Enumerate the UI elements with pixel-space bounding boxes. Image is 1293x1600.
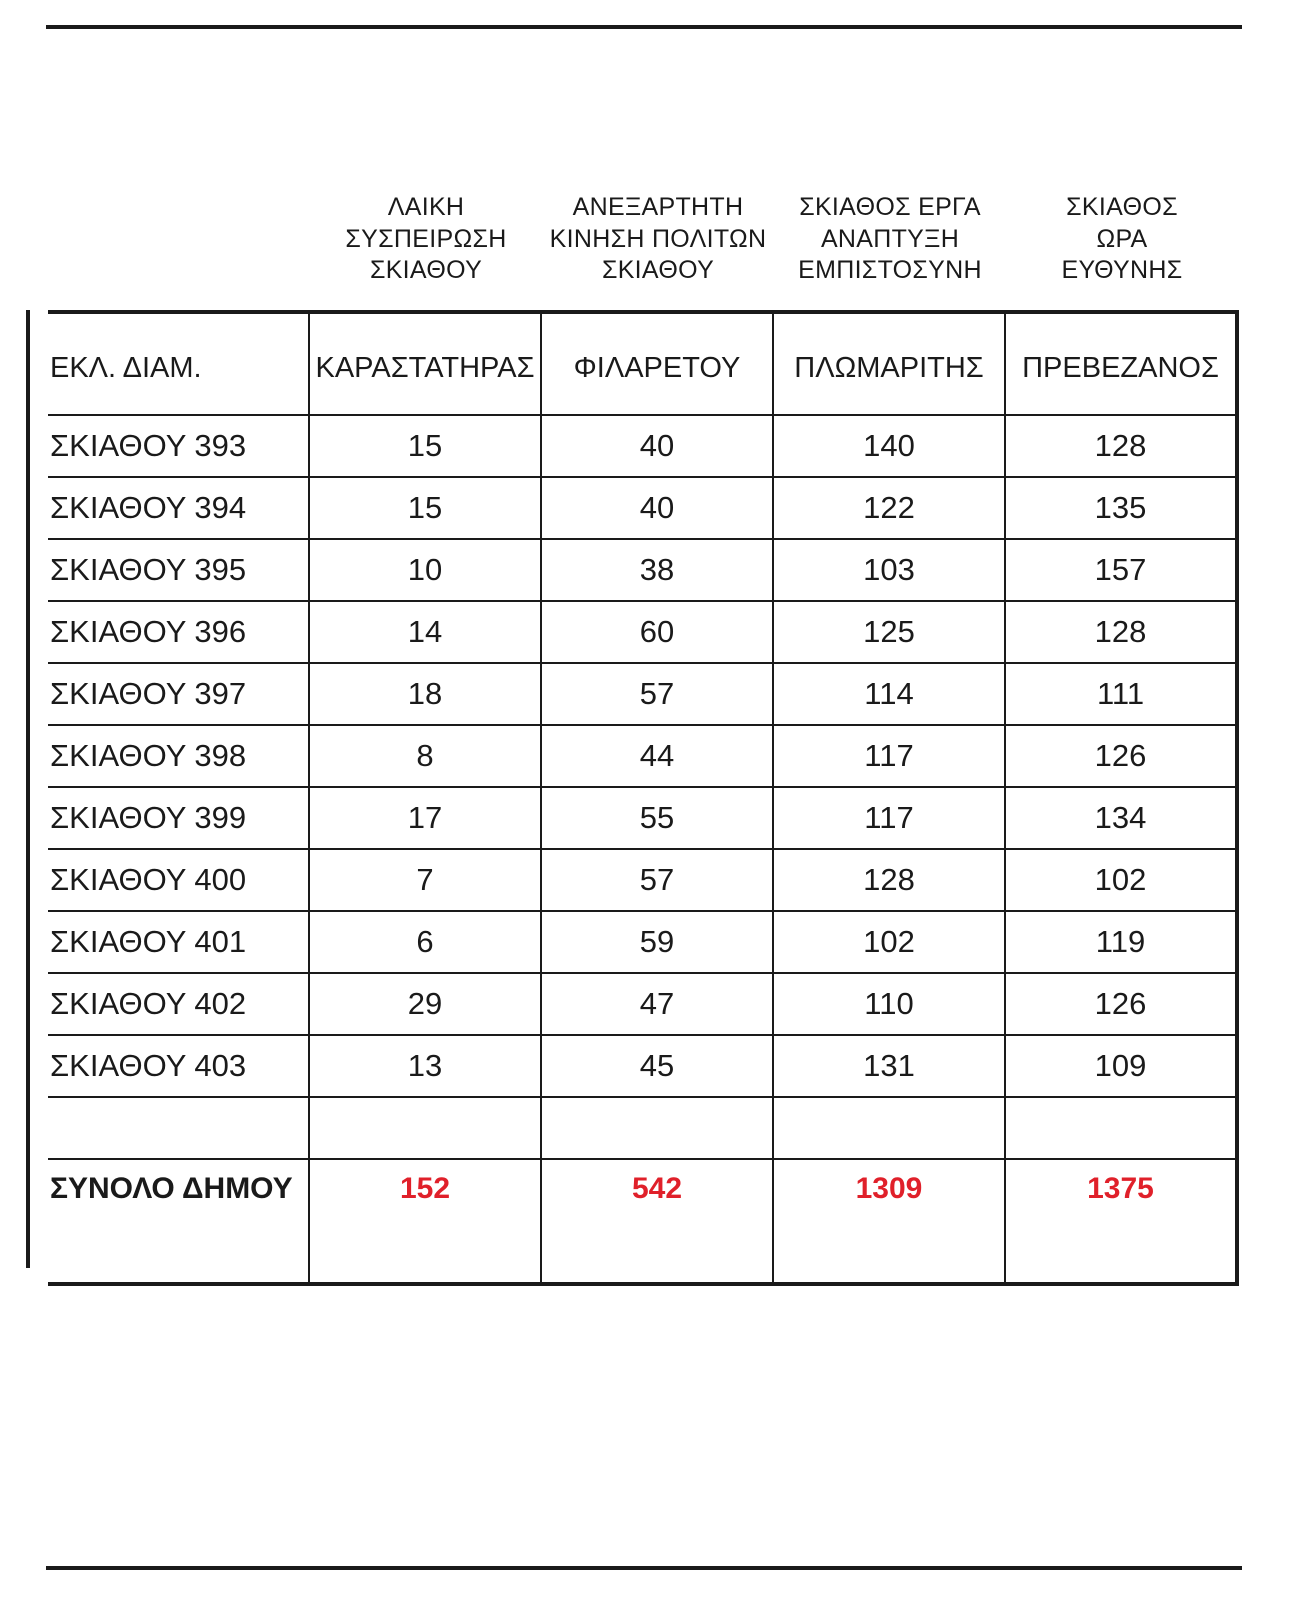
district-label: ΣΚΙΑΘΟΥ 397 <box>48 663 309 725</box>
vote-count: 128 <box>1005 601 1237 663</box>
table-left-bar <box>26 310 30 1268</box>
district-label: ΣΚΙΑΘΟΥ 402 <box>48 973 309 1035</box>
district-label: ΣΚΙΑΘΟΥ 400 <box>48 849 309 911</box>
vote-count: 6 <box>309 911 541 973</box>
column-header-candidate: ΠΡΕΒΕΖΑΝΟΣ <box>1005 312 1237 415</box>
bottom-rule <box>46 1566 1242 1570</box>
total-row <box>48 1159 1237 1284</box>
vote-count: 10 <box>309 539 541 601</box>
party-header-line: ΑΝΑΠΤΥΞΗ <box>820 224 960 253</box>
party-header-line: ΕΥΘΥΝΗΣ <box>1061 256 1183 284</box>
blank-cell <box>48 1097 309 1159</box>
vote-count: 134 <box>1005 787 1237 849</box>
vote-count: 135 <box>1005 477 1237 539</box>
column-header-candidate: ΠΛΩΜΑΡΙΤΗΣ <box>773 312 1005 415</box>
district-label: ΣΚΙΑΘΟΥ 395 <box>48 539 309 601</box>
top-rule <box>46 25 1242 29</box>
blank-cell <box>1005 1097 1237 1159</box>
vote-count: 122 <box>773 477 1005 539</box>
vote-count: 15 <box>309 415 541 477</box>
vote-count: 13 <box>309 1035 541 1097</box>
district-label: ΣΚΙΑΘΟΥ 399 <box>48 787 309 849</box>
column-header-candidate: ΚΑΡΑΣΤΑΤΗΡΑΣ <box>309 312 541 415</box>
party-header-line: ΣΚΙΑΘΟΥ <box>369 256 483 284</box>
vote-count: 40 <box>541 415 773 477</box>
vote-count: 119 <box>1005 911 1237 973</box>
district-label: ΣΚΙΑΘΟΥ 401 <box>48 911 309 973</box>
vote-count: 117 <box>773 725 1005 787</box>
vote-count: 117 <box>773 787 1005 849</box>
district-label: ΣΚΙΑΘΟΥ 394 <box>48 477 309 539</box>
column-header-district: ΕΚΛ. ΔΙΑΜ. <box>48 312 309 415</box>
party-header-line: ΚΙΝΗΣΗ ΠΟΛΙΤΩΝ <box>549 224 767 253</box>
vote-count: 128 <box>1005 415 1237 477</box>
district-label: ΣΚΙΑΘΟΥ 398 <box>48 725 309 787</box>
table-header-row <box>48 312 1237 415</box>
vote-count: 114 <box>773 663 1005 725</box>
district-label: ΣΚΙΑΘΟΥ 403 <box>48 1035 309 1097</box>
vote-count: 140 <box>773 415 1005 477</box>
vote-count: 14 <box>309 601 541 663</box>
vote-count: 102 <box>1005 849 1237 911</box>
blank-cell <box>773 1097 1005 1159</box>
table-row <box>48 911 1237 973</box>
vote-count: 59 <box>541 911 773 973</box>
vote-count: 157 <box>1005 539 1237 601</box>
vote-count: 103 <box>773 539 1005 601</box>
vote-count: 57 <box>541 663 773 725</box>
vote-count: 111 <box>1005 663 1237 725</box>
party-header-line: ΣΚΙΑΘΟΣ ΕΡΓΑ <box>799 193 981 221</box>
vote-count: 128 <box>773 849 1005 911</box>
party-header-4 <box>1006 192 1238 287</box>
party-header-line: ΣΚΙΑΘΟΣ <box>1066 193 1178 221</box>
table-row <box>48 849 1237 911</box>
blank-cell <box>309 1097 541 1159</box>
table-row <box>48 663 1237 725</box>
vote-count: 8 <box>309 725 541 787</box>
column-header-candidate: ΦΙΛΑΡΕΤΟΥ <box>541 312 773 415</box>
table-row <box>48 787 1237 849</box>
vote-count: 40 <box>541 477 773 539</box>
vote-count: 44 <box>541 725 773 787</box>
table-row <box>48 539 1237 601</box>
table-row <box>48 1035 1237 1097</box>
table-row <box>48 415 1237 477</box>
vote-count: 7 <box>309 849 541 911</box>
total-value: 542 <box>541 1159 773 1284</box>
vote-count: 126 <box>1005 973 1237 1035</box>
party-header-line: ΣΚΙΑΘΟΥ <box>601 256 715 284</box>
district-label: ΣΚΙΑΘΟΥ 396 <box>48 601 309 663</box>
total-value: 1375 <box>1005 1159 1237 1284</box>
vote-count: 110 <box>773 973 1005 1035</box>
table-row <box>48 601 1237 663</box>
results-table <box>48 310 1239 1286</box>
vote-count: 60 <box>541 601 773 663</box>
vote-count: 38 <box>541 539 773 601</box>
vote-count: 102 <box>773 911 1005 973</box>
vote-count: 125 <box>773 601 1005 663</box>
party-header-line: ΑΝΕΞΑΡΤΗΤΗ <box>572 193 744 221</box>
table-row <box>48 477 1237 539</box>
vote-count: 17 <box>309 787 541 849</box>
total-value: 1309 <box>773 1159 1005 1284</box>
district-label: ΣΚΙΑΘΟΥ 393 <box>48 415 309 477</box>
vote-count: 47 <box>541 973 773 1035</box>
vote-count: 109 <box>1005 1035 1237 1097</box>
vote-count: 57 <box>541 849 773 911</box>
total-label: ΣΥΝΟΛΟ ΔΗΜΟΥ <box>48 1159 309 1284</box>
results-table-container <box>26 310 1244 1268</box>
party-header-line: ΩΡΑ <box>1096 224 1148 253</box>
vote-count: 18 <box>309 663 541 725</box>
party-header-3 <box>774 192 1006 287</box>
party-header-line: ΣΥΣΠΕΙΡΩΣΗ <box>345 224 507 253</box>
party-header-1 <box>310 192 542 287</box>
party-header-2 <box>542 192 774 287</box>
party-header-line: ΕΜΠΙΣΤΟΣΥΝΗ <box>798 256 982 284</box>
total-value: 152 <box>309 1159 541 1284</box>
table-row <box>48 725 1237 787</box>
vote-count: 15 <box>309 477 541 539</box>
vote-count: 131 <box>773 1035 1005 1097</box>
table-row <box>48 973 1237 1035</box>
party-header-line: ΛΑΙΚΗ <box>387 193 465 221</box>
vote-count: 55 <box>541 787 773 849</box>
vote-count: 29 <box>309 973 541 1035</box>
blank-cell <box>541 1097 773 1159</box>
vote-count: 126 <box>1005 725 1237 787</box>
vote-count: 45 <box>541 1035 773 1097</box>
blank-row <box>48 1097 1237 1159</box>
